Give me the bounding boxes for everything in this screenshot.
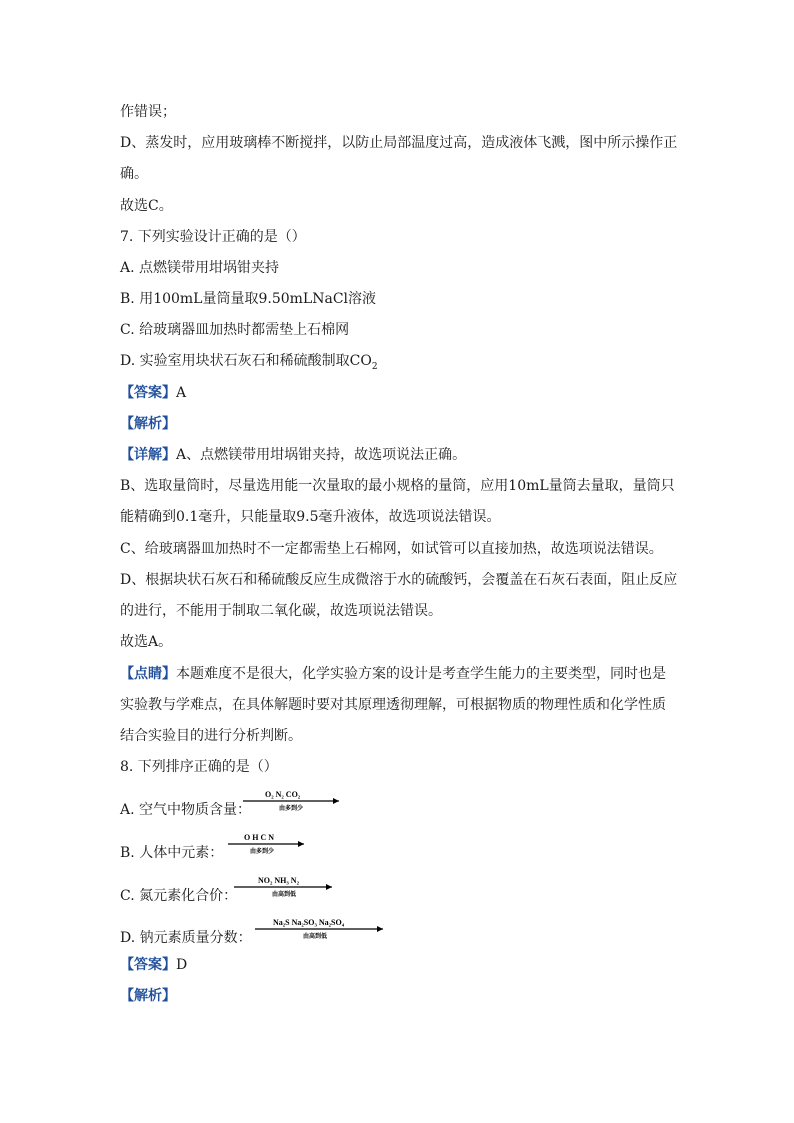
q8-option-a [120, 790, 304, 820]
q8-option-d-text: D. 钠元素质量分数： [120, 930, 252, 946]
formula-b-bottom: 由多到少 [250, 848, 275, 855]
q8-option-c [120, 876, 299, 906]
formula-d-bottom: 由高到低 [303, 933, 328, 940]
formula-c [234, 874, 336, 900]
question-7: 7. 下列实验设计正确的是（） [120, 229, 306, 245]
comment-3: 结合实验目的进行分析判断。 [120, 728, 302, 744]
text-line: 确。 [120, 166, 148, 182]
formula-d-top: Na₂S Na₂SO₃ Na₂SO₄ [273, 918, 345, 927]
formula-a-bottom: 由多到少 [279, 805, 304, 812]
text-line: D、蒸发时，应用玻璃棒不断搅拌，以防止局部温度过高，造成液体飞溅，图中所示操作正 [120, 135, 678, 151]
answer-label: 【答案】 [120, 957, 176, 973]
analysis-7 [120, 414, 176, 434]
formula-a-top: O₂ N₂ CO₂ [265, 790, 301, 799]
option-b: B. 用100mL量筒量取9.50mLNaCl溶液 [120, 291, 377, 307]
detail-d-2: 的进行，不能用于制取二氧化碳，故选项说法错误。 [120, 603, 442, 619]
answer-label: 【答案】 [120, 385, 176, 401]
q8-option-d [120, 918, 345, 948]
option-c: C. 给玻璃器皿加热时都需垫上石棉网 [120, 322, 350, 338]
analysis-label: 【解析】 [120, 416, 176, 432]
detail-b-2: 能精确到0.1毫升，只能量取9.5毫升液体，故选项说法错误。 [120, 509, 501, 525]
detail-b-1: B、选取量筒时，尽量选用能一次量取的最小规格的量筒，应用10mL量筒去量取，量筒只 [120, 478, 675, 494]
option-d [120, 351, 378, 377]
detail-label: 【详解】 [120, 447, 176, 463]
answer-7 [120, 383, 186, 403]
formula-c-top: NO₂ NH₃ N₂ [258, 876, 299, 885]
question-8: 8. 下列排序正确的是（） [120, 759, 278, 775]
comment-label: 【点睛】 [120, 666, 176, 682]
comment-1 [120, 664, 666, 684]
option-d-text: D. 实验室用块状石灰石和稀硫酸制取CO [120, 353, 372, 369]
analysis-label: 【解析】 [120, 988, 176, 1004]
formula-a [243, 788, 343, 814]
subscript: 2 [371, 361, 378, 372]
q8-option-b-text: B. 人体中元素： [120, 845, 224, 861]
text-line: 作错误； [120, 104, 176, 120]
choose-a: 故选A。 [120, 634, 173, 650]
comment-text: 本题难度不是很大，化学实验方案的设计是考查学生能力的主要类型，同时也是 [176, 666, 666, 682]
q8-option-a-text: A. 空气中物质含量： [120, 802, 252, 818]
detail-a-text: A、点燃镁带用坩埚钳夹持，故选项说法正确。 [176, 447, 467, 463]
text-line: 故选C。 [120, 198, 173, 214]
formula-d [255, 916, 387, 942]
option-a: A. 点燃镁带用坩埚钳夹持 [120, 260, 280, 276]
comment-2: 实验教与学难点，在具体解题时要对其原理透彻理解，可根据物质的物理性质和化学性质 [120, 697, 666, 713]
analysis-8 [120, 986, 176, 1006]
q8-option-c-text: C. 氮元素化合价： [120, 888, 238, 904]
formula-c-bottom: 由高到低 [272, 891, 297, 898]
q8-option-b [120, 833, 275, 863]
answer-8 [120, 955, 187, 975]
detail-a [120, 445, 466, 465]
answer-value: D [176, 957, 188, 973]
formula-b-top: O H C N [244, 833, 274, 842]
answer-value: A [176, 385, 187, 401]
formula-b [228, 831, 308, 857]
detail-d-1: D、根据块状石灰石和稀硫酸反应生成微溶于水的硫酸钙，会覆盖在石灰石表面，阻止反应 [120, 572, 678, 588]
detail-c: C、给玻璃器皿加热时不一定都需垫上石棉网，如试管可以直接加热，故选项说法错误。 [120, 541, 663, 557]
